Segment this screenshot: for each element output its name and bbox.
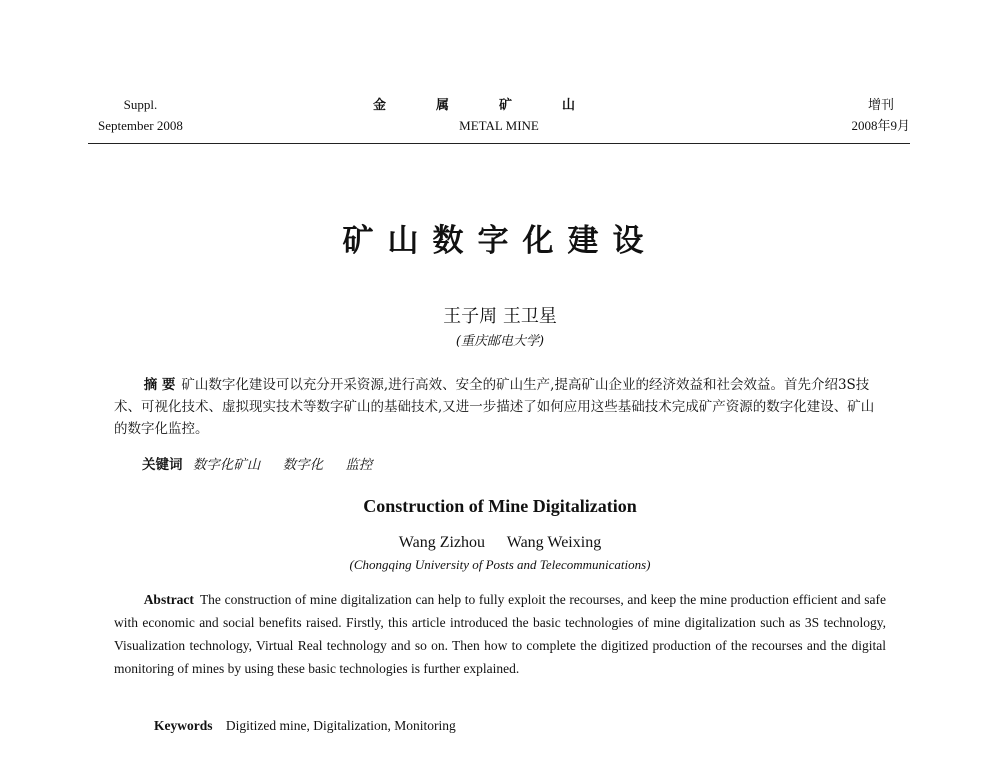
abstract-cn-text: 矿山数字化建设可以充分开采资源,进行高效、安全的矿山生产,提高矿山企业的经济效益和社会效益。首先介绍3S技术、可视化技术、虚拟现实技术等数字矿山的基础技术,又进一步描述了如何应用这些基础技术完成矿产资源的数字化建设、矿山的数字化监控。 [114,377,875,437]
keywords-cn-label: 关键词 [142,457,183,473]
journal-name-en: METAL MINE [459,118,539,133]
authors-en [0,534,1000,552]
paper-title-en: Construction of Mine Digitalization [363,496,637,516]
journal-header [88,94,910,144]
abstract-cn [114,374,886,440]
keyword-cn: 数字化 [282,457,324,473]
keywords-en [154,718,456,734]
paper-title-cn: 矿山数字化建设 [342,223,658,259]
abstract-en [114,588,886,680]
keywords-cn [142,453,390,473]
header-right [851,94,910,136]
keywords-en-text: Digitized mine, Digitalization, Monitoring [225,718,456,733]
keyword-cn: 监控 [345,457,373,473]
header-supplement-cn: 增刊 [867,97,894,112]
authors-cn: 王子周 王卫星 [443,306,557,327]
header-center [88,94,910,136]
header-date-cn: 2008年9月 [851,118,910,133]
keyword-cn: 数字化矿山 [192,457,261,473]
abstract-en-text: The construction of mine digitalization can help to fully exploit the recourses, and keep the mine production efficient and safe with economic and social benefits raised. Firstly, this article introduced the basic technologies of mine digitalization such as 3S technology, Visualization technology, Virtual Real technology and so on. Then how to complete the digitized production of the recourses and the digital monitoring of mines by using these basic technologies is further explained. [114,592,886,676]
author-en: Wang Zizhou [398,534,486,551]
affiliation-cn: (重庆邮电大学) [455,334,545,349]
journal-name-cn: 金属矿山 [372,97,625,112]
affiliation-en: (Chongqing University of Posts and Telecommunications) [349,557,651,572]
abstract-en-label: Abstract [143,592,194,607]
header-rule [88,143,910,144]
header-date-en: September 2008 [98,118,183,133]
abstract-cn-label: 摘 要 [143,377,176,393]
header-suppl: Suppl. [123,97,158,112]
author-en: Wang Weixing [506,534,602,551]
keywords-en-label: Keywords [154,718,213,733]
